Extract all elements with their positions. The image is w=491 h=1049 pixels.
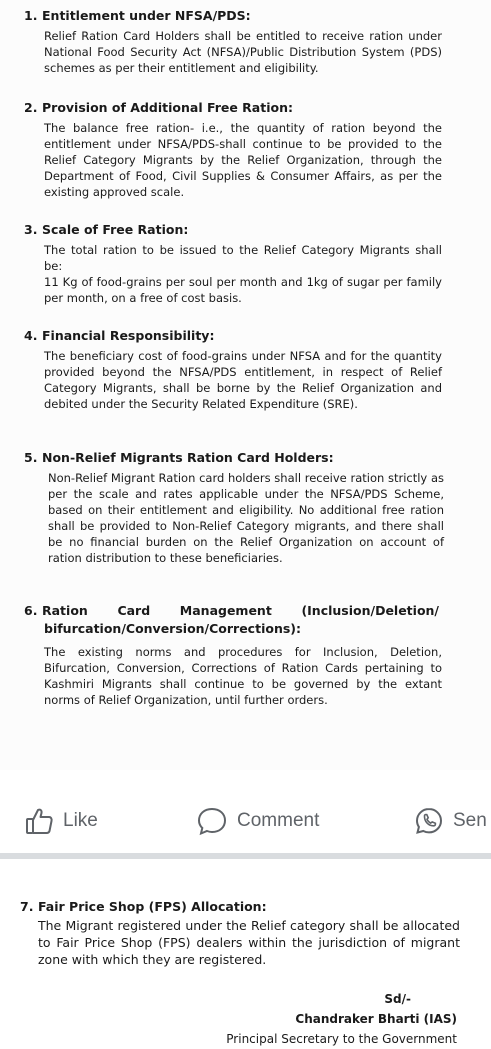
section-number: 2. [24,100,38,115]
section-paragraph: The balance free ration- i.e., the quantity of ration beyond the entitlement under NFSA/PDS-shall continue to be provided to the Relief Category Migrants by the Relief Organization, through the Department of Food, Civil Supplies & Consumer Affairs, as per the existing approved scale. [44,121,442,199]
section-paragraph: The existing norms and procedures for Inclusion, Deletion, Bifurcation, Conversion, Corrections of Ration Cards pertaining to Kashmiri Migrants shall continue to be governed by the extant norms of Relief Organization, until further orders. [44,645,442,707]
signature-mark: Sd/- [384,992,411,1006]
section-title-word: Card [117,603,151,618]
like-button[interactable] [24,806,98,836]
section-number: 4. [24,328,38,343]
section-title-word: Management [179,603,272,618]
section-number: 3. [24,222,38,237]
comment-button[interactable] [196,806,319,836]
section-number: 6. [24,603,38,618]
section-body [44,242,442,306]
section-title [24,450,484,466]
signatory-name: Chandraker Bharti (IAS) [295,1012,457,1026]
section-title-line-2: bifurcation/Conversion/Corrections): [44,621,301,636]
section-paragraph: The beneficiary cost of food-grains under NFSA and for the quantity provided beyond the NFSA/PDS entitlement, in respect of Relief Category Migrants, shall be borne by the Relief Organization and debited under the Security Related Expenditure (SRE). [44,349,442,411]
section-number: 1. [24,8,38,23]
section-title [24,328,484,344]
whatsapp-icon [414,806,444,836]
section-title-text: Provision of Additional Free Ration: [42,100,293,115]
section-title-word: Ration [42,603,88,618]
section-7 [20,899,480,968]
section-number: 7. [20,899,34,914]
section-title [24,100,484,116]
section-title [24,222,484,238]
section-title [20,899,480,915]
section-1 [24,8,484,76]
section-2 [24,100,484,200]
section-4 [24,328,484,412]
document-page-bottom [0,859,491,1046]
send-button[interactable] [414,806,487,836]
like-label: Like [63,810,98,831]
section-title-word: (Inclusion/Deletion/ [301,603,439,618]
section-title-text: Entitlement under NFSA/PDS: [42,8,251,23]
section-paragraph: The total ration to be issued to the Relief Category Migrants shall be: [44,243,442,273]
comment-bubble-icon [196,806,228,836]
signatory-designation: Principal Secretary to the Government [226,1032,457,1046]
post-action-bar [0,772,491,860]
section-number: 5. [24,450,38,465]
section-6 [24,602,484,708]
section-paragraph: The Migrant registered under the Relief category shall be allocated to Fair Price Shop (FPS) dealers within the jurisdiction of migrant zone with which they are registered. [38,918,460,967]
section-title-text: Fair Price Shop (FPS) Allocation: [38,899,267,914]
section-title [24,602,484,638]
section-paragraph: Non-Relief Migrant Ration card holders shall receive ration strictly as per the scale and rates applicable under the NFSA/PDS Scheme, based on their entitlement and eligibility. No additional free ration shall be provided to Non-Relief Category migrants, and there shall be no financial burden on the Relief Organization on account of ration distribution to these beneficiaries. [48,471,444,565]
section-title-line-1 [24,602,439,620]
section-paragraph: Relief Ration Card Holders shall be entitled to receive ration under National Food Security Act (NFSA)/Public Distribution System (PDS) schemes as per their entitlement and eligibility. [44,29,442,75]
section-body [48,470,444,566]
section-body [38,917,460,968]
section-title-text: Scale of Free Ration: [42,222,189,237]
section-5 [24,450,484,566]
section-body [44,348,442,412]
thumbs-up-icon [24,806,54,836]
section-title-text: Non-Relief Migrants Ration Card Holders: [42,450,334,465]
send-label: Sen [453,810,487,831]
section-title-text: Financial Responsibility: [42,328,215,343]
section-body [44,644,442,708]
section-body [44,120,442,200]
comment-label: Comment [237,810,320,831]
section-paragraph: 11 Kg of food-grains per soul per month and 1kg of sugar per family per month, on a free of cost basis. [44,275,442,305]
section-title-word-group [24,602,88,620]
section-3 [24,222,484,306]
signature-block [226,989,457,1049]
section-body [44,28,442,76]
section-title [24,8,484,24]
